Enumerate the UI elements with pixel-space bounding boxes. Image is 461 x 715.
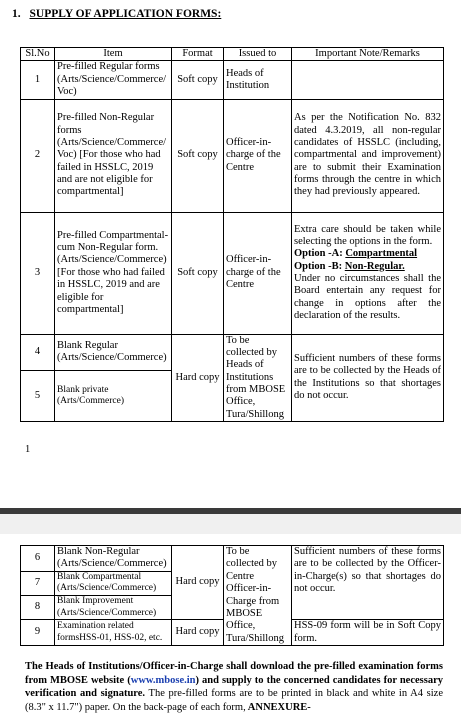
application-forms-table-continued <box>20 545 444 646</box>
website-link[interactable]: www.mbose.in <box>130 674 196 686</box>
remarks-intro: Extra care should be taken while selecting the options in the form. <box>294 223 441 247</box>
option-a-label: Option -A: <box>294 248 343 260</box>
paragraph-annexure: ANNEXURE- <box>245 701 311 713</box>
option-b-label: Option -B: <box>294 260 343 272</box>
remarks-warning: Under no circumstances shall the Board entertain any request for change in options after the declaration of the results. <box>294 273 441 322</box>
table-row <box>21 99 444 212</box>
row-remarks: As per the Notification No. 832 dated 4.3.2019, all non-regular candidates of HSSLC (including, compartmental and improvement) are to submit their Examination forms through the centre in which they had previously appeared. <box>292 99 444 212</box>
header-remarks: Important Note/Remarks <box>292 48 444 61</box>
header-format: Format <box>172 48 224 61</box>
row-format: Soft copy <box>172 212 224 334</box>
row-issued-to: Officer-in-charge of the Centre <box>224 99 292 212</box>
row-remarks: Sufficient numbers of these forms are to be collected by the Heads of the Institutions so that shortages do not occur. <box>292 334 444 422</box>
row-slno: 5 <box>21 371 55 422</box>
row-item: Blank Improvement (Arts/Science/Commerce) <box>55 595 172 619</box>
row-issued-to: To be collected by Heads of Institutions from MBOSE Office, Tura/Shillong <box>224 334 292 422</box>
row-item: Pre-filled Regular forms (Arts/Science/Commerce/ Voc) <box>55 61 172 99</box>
paragraph-bold-end: ) and supply to the concerned candidates for necessary verification and signature. <box>25 674 443 700</box>
row-remarks: Sufficient numbers of these forms are to be collected by the Officer-in-Charge(s) so that shortages do not occur. <box>292 546 444 620</box>
row-item: Blank Compartmental (Arts/Science/Commerce) <box>55 571 172 595</box>
row-slno: 7 <box>21 571 55 595</box>
row-item: Blank Regular (Arts/Science/Commerce) <box>55 334 172 371</box>
row-issued-to: To be collected by Centre Officer-in-Charge from MBOSE Office, Tura/Shillong <box>224 546 292 646</box>
table-row <box>21 61 444 99</box>
row-format: Hard copy <box>172 546 224 620</box>
table-row <box>21 212 444 334</box>
row-slno: 6 <box>21 546 55 572</box>
row-format: Soft copy <box>172 61 224 99</box>
header-item: Item <box>55 48 172 61</box>
row-slno: 9 <box>21 620 55 646</box>
row-remarks <box>292 212 444 334</box>
row-remarks: HSS-09 form will be in Soft Copy form. <box>292 620 444 646</box>
row-slno: 4 <box>21 334 55 371</box>
row-item: Pre-filled Non-Regular forms (Arts/Science/Commerce/ Voc) [For those who had failed in HSSLC, 2019 and are not eligible for compartmental] <box>55 99 172 212</box>
row-item: Blank private (Arts/Commerce) <box>55 371 172 422</box>
page-break-gap <box>0 514 461 534</box>
row-issued-to: Heads of Institution <box>224 61 292 99</box>
row-format: Soft copy <box>172 99 224 212</box>
row-remarks <box>292 61 444 99</box>
section-number: 1. <box>12 8 21 20</box>
option-a-value: Compartmental <box>345 248 418 260</box>
row-slno: 2 <box>21 99 55 212</box>
application-forms-table <box>20 47 444 422</box>
header-slno: Sl.No <box>21 48 55 61</box>
paragraph-text: The pre-filled forms are to be printed in black and white in A4 size (8.3" x 11.7") paper. On the back-page of each form, <box>25 688 444 713</box>
section-title: SUPPLY OF APPLICATION FORMS: <box>29 8 222 20</box>
header-issued-to: Issued to <box>224 48 292 61</box>
table-row <box>21 546 444 572</box>
table-header-row <box>21 48 444 61</box>
row-item: Blank Non-Regular (Arts/Science/Commerce) <box>55 546 172 572</box>
paragraph-bold-start: The Heads of Institutions/Officer-in-Charge shall download the pre-filled examination forms from MBOSE website ( <box>25 661 443 686</box>
row-slno: 1 <box>21 61 55 99</box>
row-slno: 8 <box>21 595 55 619</box>
row-format: Hard copy <box>172 334 224 422</box>
table-row <box>21 334 444 371</box>
page-number: 1 <box>25 444 31 455</box>
row-item: Examination related formsHSS-01, HSS-02, etc. <box>55 620 172 646</box>
instruction-paragraph <box>25 660 443 715</box>
row-item: Pre-filled Compartmental-cum Non-Regular form. (Arts/Science/Commerce) [For those who had failed in HSSLC, 2019 and are eligible for compartmental] <box>55 212 172 334</box>
row-format: Hard copy <box>172 620 224 646</box>
option-b-value: Non-Regular. <box>344 260 405 272</box>
row-issued-to: Officer-in-charge of the Centre <box>224 212 292 334</box>
section-heading <box>12 8 221 22</box>
row-slno: 3 <box>21 212 55 334</box>
